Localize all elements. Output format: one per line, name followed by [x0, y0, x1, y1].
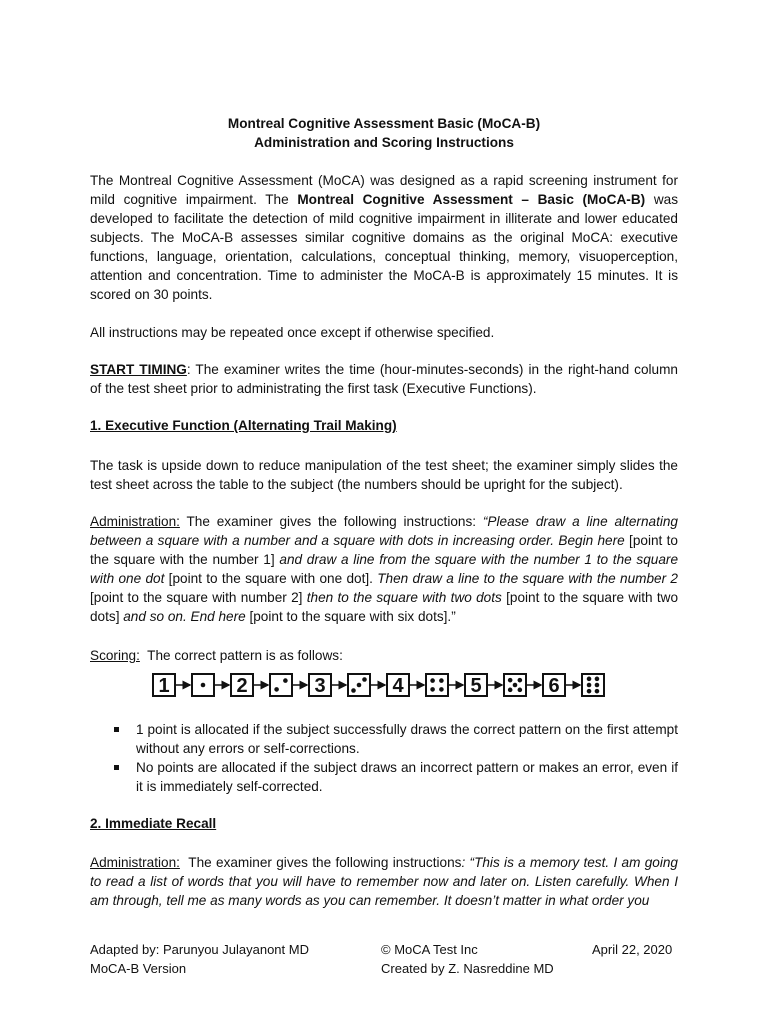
document-subtitle: Administration and Scoring Instructions	[254, 135, 514, 150]
footer-copyright: © MoCA Test Inc	[381, 942, 478, 957]
section-heading-executive-function: 1. Executive Function (Alternating Trail Making)	[90, 418, 397, 433]
dot	[518, 688, 523, 693]
start-timing-paragraph: START TIMING: The examiner writes the time (hour-minutes-seconds) in the right-hand column of the test sheet prior to administrating the first task (Executive Functions).	[90, 362, 678, 396]
document-title: Montreal Cognitive Assessment Basic (MoCA-B)	[227, 116, 541, 131]
dot	[351, 688, 356, 693]
executive-function-description: The task is upside down to reduce manipulation of the test sheet; the examiner simply slides the test sheet across the table to the subject (the numbers should be upright for the subject).	[90, 458, 678, 492]
administration-text-run: “Please draw a line alternating between a square with a number and a square with dots in increasing order. Begin here	[90, 514, 678, 548]
footer-adapted-by: Adapted by: Parunyou Julayanont MD	[90, 942, 309, 957]
dot	[587, 683, 592, 688]
dot	[513, 683, 518, 688]
dot	[439, 687, 444, 692]
dot	[587, 677, 592, 682]
administration-text-run: [point to the square with six dots].”	[245, 609, 456, 624]
number-label: 2	[236, 675, 248, 697]
number-label: 1	[158, 675, 170, 697]
trail-making-pattern-diagram	[152, 670, 616, 700]
scoring-bullet-list	[112, 720, 678, 796]
intro-paragraph: The Montreal Cognitive Assessment (MoCA) was designed as a rapid screening instrument for mild cognitive impairment. The Montreal Cognitive Assessment – Basic (MoCA-B) was developed to facilitate the detection of mild cognitive impairment in illiterate and lower educated subjects. The MoCA-B assesses similar cognitive domains as the original MoCA: executive functions, language, orientation, calculations, conceptual thinking, memory, visuoperception, attention and concentration. Time to administer the MoCA-B is approximately 15 minutes. It is scored on 30 points.	[90, 173, 679, 302]
scoring-label: Scoring:	[90, 648, 140, 663]
dot	[357, 683, 362, 688]
dot	[430, 687, 435, 692]
number-label: 6	[548, 675, 560, 697]
dot-square-6	[582, 674, 604, 696]
administration-text-run: The examiner gives the following instructions:	[179, 514, 483, 529]
footer-center	[381, 940, 554, 978]
start-timing-label: START TIMING	[90, 362, 187, 377]
section-heading-immediate-recall: 2. Immediate Recall	[90, 816, 217, 831]
scoring-bullet: No points are allocated if the subject draws an incorrect pattern or makes an error, even if it is immediately self-corrected.	[112, 758, 678, 796]
dot	[283, 678, 288, 683]
repeat-note: All instructions may be repeated once except if otherwise specified.	[90, 325, 495, 340]
dot	[201, 683, 206, 688]
administration-text-run: [point to the square with the number 1]	[90, 533, 678, 567]
administration-label: Administration:	[90, 514, 180, 529]
scoring-paragraph: Scoring: The correct pattern is as follows:	[90, 648, 343, 663]
footer-right	[592, 940, 672, 959]
administration-text-run: [point to the square with one dot].	[164, 571, 378, 586]
administration-text-run: [point to the square with number 2]	[90, 590, 307, 605]
dot	[274, 687, 279, 692]
number-label: 5	[470, 675, 482, 697]
dot	[508, 688, 513, 693]
dot	[595, 683, 600, 688]
scoring-bullet: 1 point is allocated if the subject successfully draws the correct pattern on the first attempt without any errors or self-corrections.	[112, 720, 678, 758]
footer-left	[90, 940, 309, 978]
dot	[595, 677, 600, 682]
dot	[508, 678, 513, 683]
dot-square-2	[270, 674, 292, 696]
administration-text-run: then to the square with two dots	[306, 590, 502, 605]
footer-version: MoCA-B Version	[90, 961, 187, 976]
number-label: 3	[314, 675, 326, 697]
dot	[595, 689, 600, 694]
administration-text-run: [point to the square with two dots]	[90, 590, 678, 624]
dot	[362, 677, 367, 682]
immediate-recall-administration: Administration: The examiner gives the following instructions: “This is a memory test. I am going to read a list of words that you will have to remember now and later on. Listen carefully. When I am through, tell me as many words as you can remember. It doesn’t matter in what order you	[90, 855, 678, 908]
administration-text-run: Then draw a line to the square with the number 2	[377, 571, 678, 586]
number-label: 4	[392, 675, 404, 697]
dot-square-4	[426, 674, 448, 696]
dot	[587, 689, 592, 694]
administration-label: Administration:	[90, 855, 180, 870]
dot	[439, 678, 444, 683]
executive-function-administration	[90, 512, 678, 626]
dot	[518, 678, 523, 683]
administration-text-run: and so on. End here	[123, 609, 246, 624]
administration-text-run: and draw a line from the square with the number 1 to the square with one dot	[90, 552, 679, 586]
footer-date: April 22, 2020	[592, 942, 673, 957]
dot	[430, 678, 435, 683]
footer-created-by: Created by Z. Nasreddine MD	[381, 961, 554, 976]
